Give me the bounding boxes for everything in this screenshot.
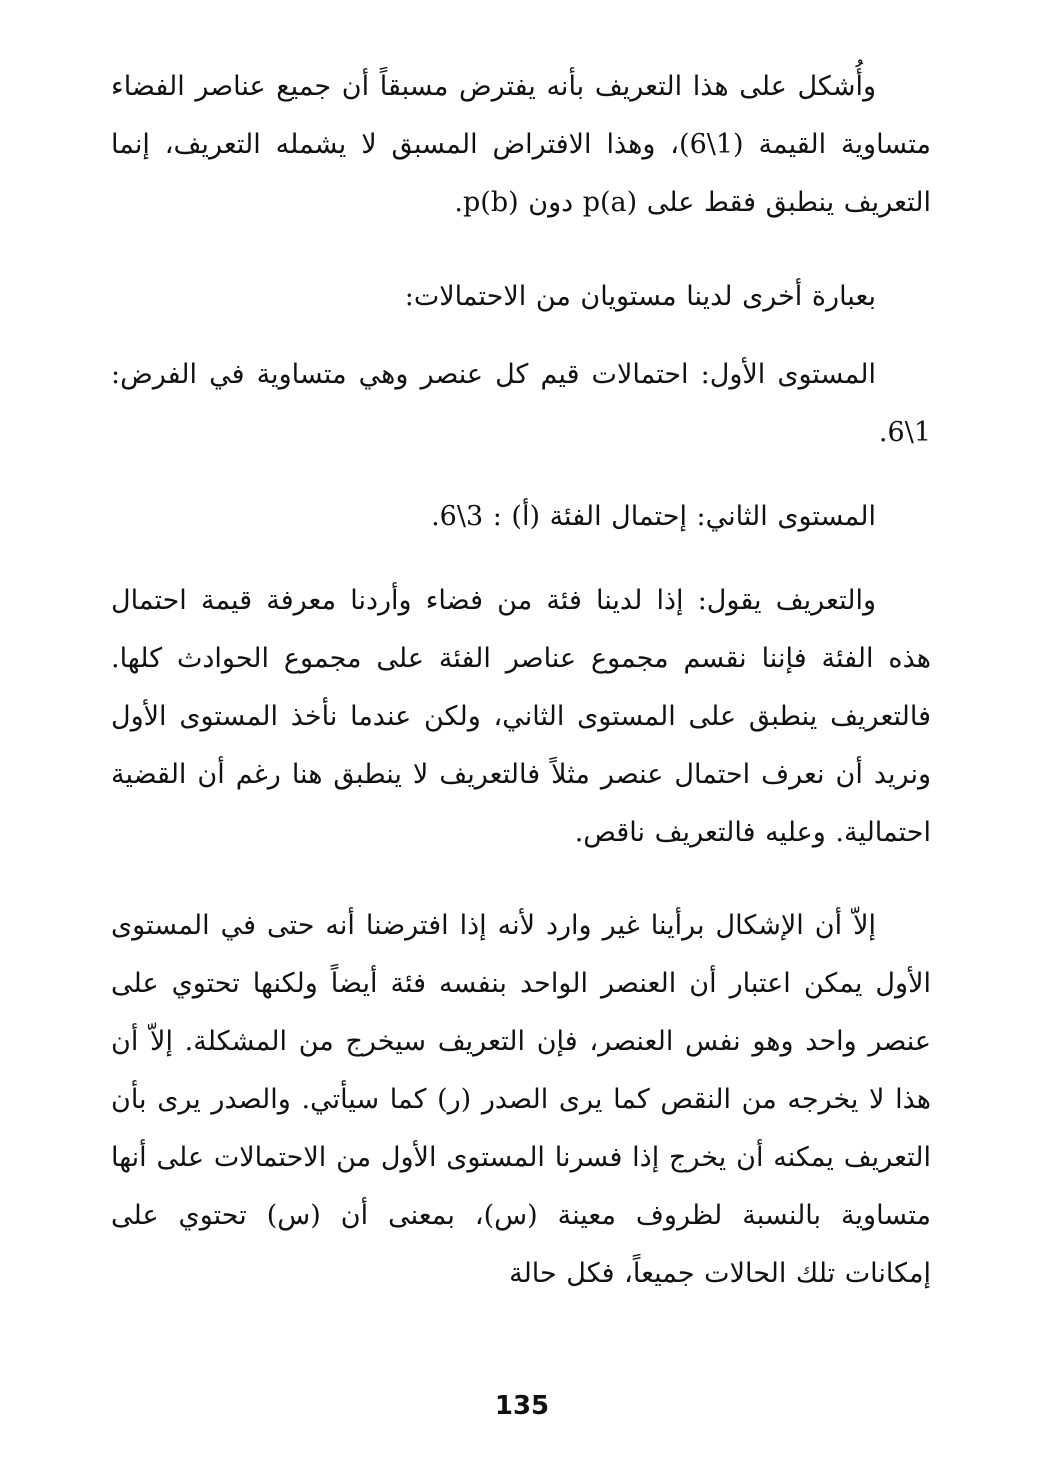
paragraph-2: بعبارة أخرى لدينا مستويان من الاحتمالات: <box>404 281 876 312</box>
page-number: 135 <box>494 1391 550 1421</box>
paragraph-5: والتعريف يقول: إذا لدينا فئة من فضاء وأردنا معرفة قيمة احتمال هذه الفئة فإننا نقسم مجموع عناصر الفئة على مجموع الحوادث كلها. فالتعريف ينطبق على المستوى الثاني، ولكن عندما نأخذ المستوى الأول ونريد أن نعرف احتمال عنصر مثلاً فالتعريف لا ينطبق هنا رغم أن القضية احتمالية. وعليه فالتعريف ناقص. <box>111 585 931 848</box>
paragraph-1: وأُشكل على هذا التعريف بأنه يفترض مسبقاً أن جميع عناصر الفضاء متساوية القيمة (1\6)، وهذا الافتراض المسبق لا يشمله التعريف، إنما التعريف ينطبق فقط على p(a) دون p(b). <box>111 71 931 218</box>
paragraph-3: المستوى الأول: احتمالات قيم كل عنصر وهي متساوية في الفرض: 1\6. <box>111 359 931 448</box>
paragraph-4: المستوى الثاني: إحتمال الفئة (أ) : 3\6. <box>431 501 876 532</box>
paragraph-6: إلاّ أن الإشكال برأينا غير وارد لأنه إذا افترضنا أنه حتى في المستوى الأول يمكن اعتبار أن العنصر الواحد بنفسه فئة أيضاً ولكنها تحتوي على عنصر واحد وهو نفس العنصر، فإن التعريف سيخرج من المشكلة. إلاّ أن هذا لا يخرجه من النقص كما يرى الصدر (ر) كما سيأتي. والصدر يرى بأن التعريف يمكنه أن يخرج إذا فسرنا المستوى الأول من الاحتمالات على أنها متساوية بالنسبة لظروف معينة (س)، بمعنى أن (س) تحتوي على إمكانات تلك الحالات جميعاً، فكل حالة <box>111 910 931 1289</box>
